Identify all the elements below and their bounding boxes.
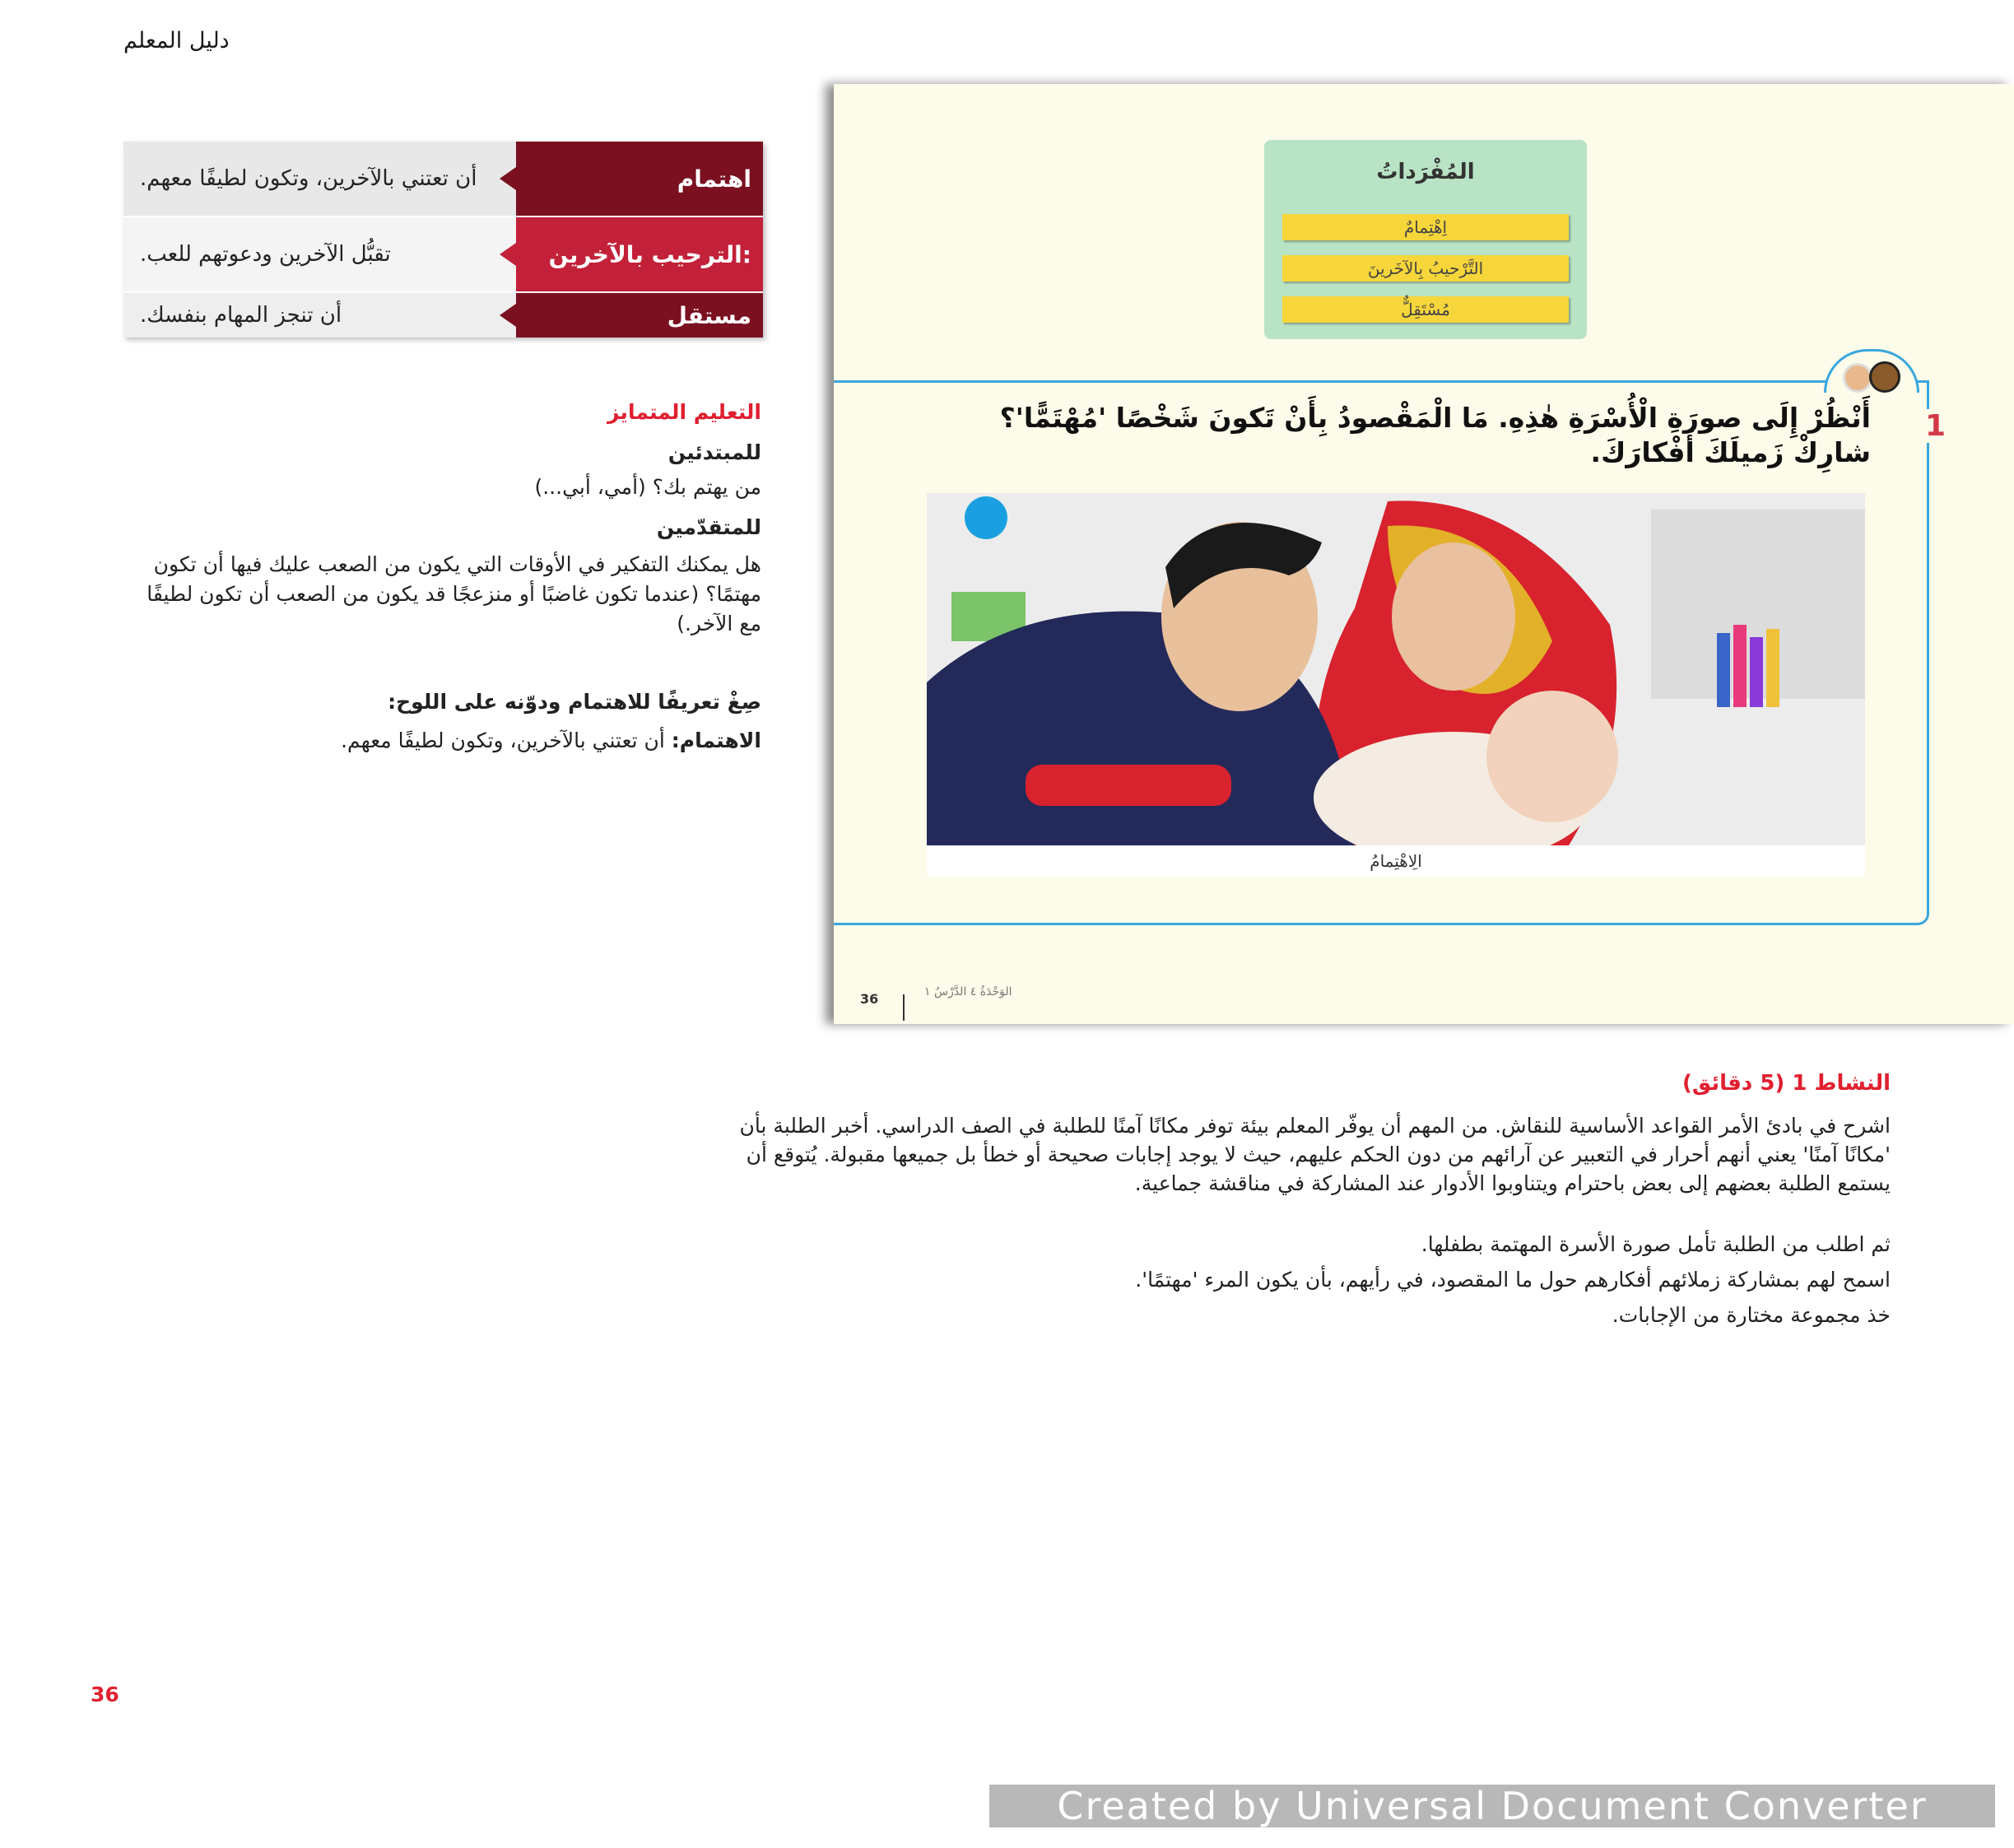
vocab-term: الترحيب بالآخرين:: [516, 217, 763, 291]
book-footer-label: الوَحْدَةُ ٤ الدَّرْسُ ١: [924, 985, 1012, 998]
vocabulary-table: [123, 142, 763, 337]
footer-divider: [903, 994, 905, 1021]
activity-paragraph: ثم اطلب من الطلبة تأمل صورة الأسرة المهتمة بطفلها.: [1421, 1232, 1891, 1256]
vocab-term: مستقل: [516, 293, 763, 337]
textbook-page: [834, 84, 2014, 1024]
vocab-term: اهتمام: [516, 142, 763, 216]
activity-paragraph: خذ مجموعة مختارة من الإجابات.: [1612, 1303, 1891, 1327]
definition-heading: صِغْ تعريفًا للاهتمام ودوّنه على اللوح:: [388, 690, 761, 714]
question-text: أَنْظُرْ إِلَى صورَةِ الْأُسْرَةِ هٰذِهِ. مَا الْمَقْصودُ بِأَنْ تَكونَ شَخْصًا 'مُهْتَمًّا'؟ شارِكْ زَميلَكَ أَفْكارَكَ.: [999, 402, 1871, 468]
guide-header: دليل المعلم: [123, 28, 230, 54]
vocab-definition: أن تنجز المهام بنفسك.: [123, 293, 516, 337]
page-number: 36: [91, 1683, 119, 1706]
beginners-heading: للمبتدئين: [667, 440, 761, 464]
activity-paragraph: اسمح لهم بمشاركة زملائهم أفكارهم حول ما المقصود، في رأيهم، بأن يكون المرء 'مهتمًا'.: [1135, 1268, 1891, 1292]
photo-caption: الِاهْتِمامُ: [927, 845, 1865, 877]
activity-paragraph: اشرح في بادئ الأمر القواعد الأساسية للنقاش. من المهم أن يوفّر المعلم بيئة توفر مكانًا آمنًا للطلبة في الصف الدراسي. أخبر الطلبة بأن 'مكانًا آمنًا' يعني أنهم أحرار في التعبير عن آرائهم من دون الحكم عليهم، حيث لا يوجد إجابات صحيحة أو خطأ بل جميعها مقبولة. يُتوقع أن يستمع الطلبة بعضهم إلى بعض باحترام ويتناوبوا الأدوار عند المشاركة في مناقشة جماعية.: [739, 1114, 1891, 1195]
vocab-card: اِهْتِمامٌ: [1282, 214, 1569, 240]
differentiated-title: التعليم المتمايز: [607, 400, 761, 424]
vocab-definition: تقبُّل الآخرين ودعوتهم للعب.: [123, 217, 516, 291]
advanced-heading: للمتقدّمين: [656, 515, 761, 539]
vocab-row: [123, 217, 763, 293]
vocab-card: مُسْتَقِلٌّ: [1282, 296, 1569, 323]
book-page-number: 36: [860, 991, 879, 1007]
vocab-card: التَّرْحيبُ بِالآخَرينَ: [1282, 255, 1569, 282]
family-photo-illustration: [927, 493, 1865, 845]
beginners-text: من يهتم بك؟ (أمي، أبي...): [534, 475, 761, 499]
watermark-banner: Created by Universal Document Converter: [989, 1785, 1995, 1827]
definition-text: [119, 728, 761, 752]
question-number: 1: [1920, 409, 1951, 443]
pair-work-icon: [1824, 349, 1919, 393]
definition-body: أن تعتني بالآخرين، وتكون لطيفًا معهم.: [341, 728, 672, 752]
vocabulary-box-title: المُفْرَداتُ: [1376, 160, 1475, 184]
vocab-definition: أن تعتني بالآخرين، وتكون لطيفًا معهم.: [123, 142, 516, 216]
vocab-row: [123, 293, 763, 337]
activity-title: النشاط 1 (5 دقائق): [1682, 1071, 1891, 1096]
vocabulary-box: [1264, 140, 1587, 339]
advanced-text: هل يمكنك التفكير في الأوقات التي يكون من الصعب عليك فيها أن تكون مهتمًا؟ (عندما تكون غاضبًا أو منزعجًا قد يكون من الصعب أن تكون لطيفًا مع الآخر.): [147, 552, 761, 635]
vocab-row: [123, 142, 763, 217]
family-photo: [927, 493, 1865, 845]
definition-term: الاهتمام:: [671, 728, 761, 752]
